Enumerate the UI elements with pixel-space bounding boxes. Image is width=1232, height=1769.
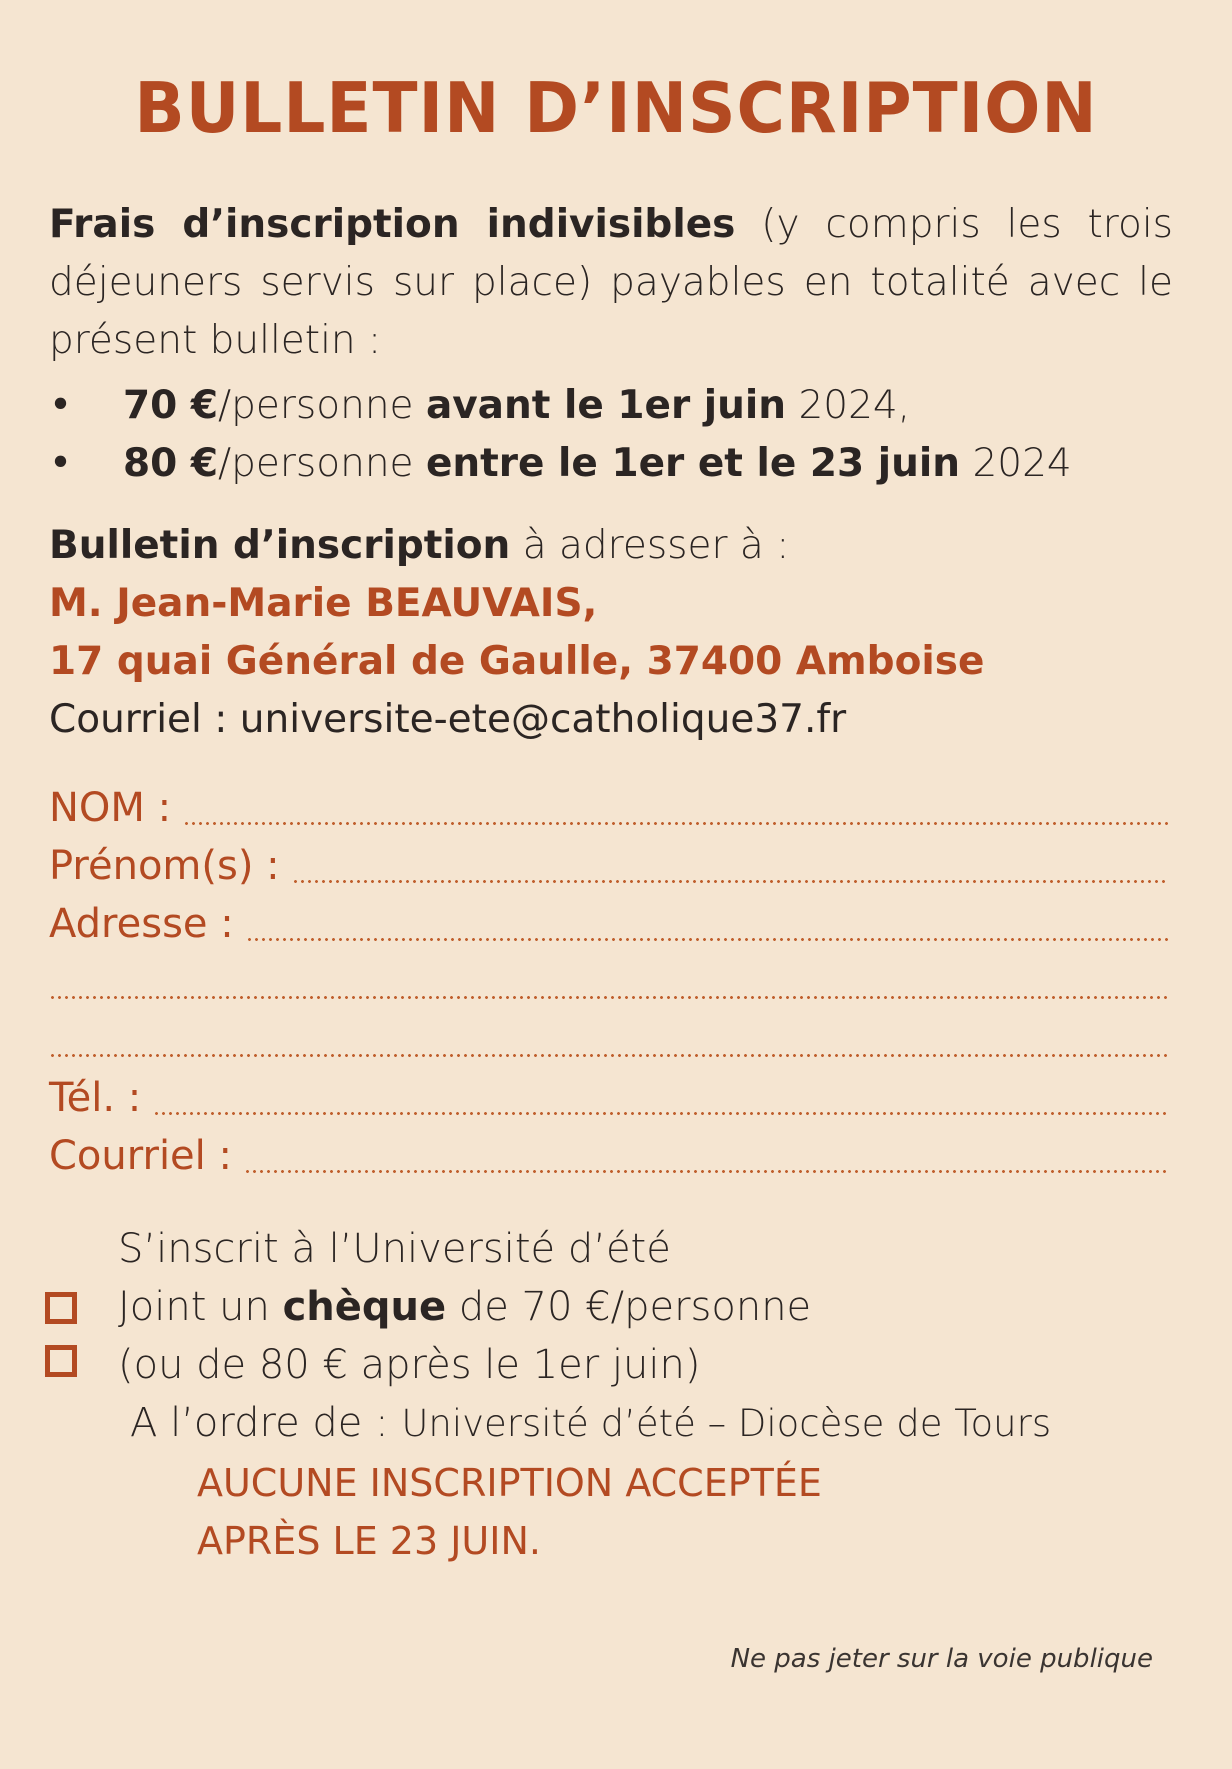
- field-adresse-dotted-line-2[interactable]: [49, 996, 1169, 999]
- price-item-late: [49, 435, 1072, 493]
- field-adresse-dotted-line-3[interactable]: [49, 1054, 1169, 1057]
- price-year: 2024: [960, 441, 1072, 486]
- option-cheque-text: [118, 1278, 811, 1336]
- option-cheque-bold: chèque: [282, 1284, 447, 1330]
- field-prenom-label: Prénom(s) :: [49, 843, 280, 889]
- price-item-early: [49, 377, 910, 435]
- field-adresse-line-3[interactable]: [49, 1011, 1169, 1069]
- price-year: 2024,: [786, 383, 911, 428]
- recipient-name: M. Jean-Marie BEAUVAIS,: [49, 581, 598, 626]
- address-intro: [49, 517, 789, 575]
- option-cheque-pre: Joint un: [118, 1284, 283, 1330]
- order-label: A l’ordre de :: [130, 1400, 402, 1446]
- field-courriel[interactable]: [49, 1127, 1169, 1185]
- field-adresse[interactable]: [49, 895, 1169, 953]
- warning-line-1: AUCUNE INSCRIPTION ACCEPTÉE: [197, 1461, 822, 1505]
- option-register-text: S’inscrit à l’Université d’été: [118, 1226, 671, 1272]
- checkbox-register[interactable]: [45, 1292, 77, 1324]
- field-tel-label: Tél. :: [49, 1075, 142, 1121]
- page-title: BULLETIN D’INSCRIPTION: [134, 68, 1098, 149]
- price-unit: /personne: [218, 383, 426, 428]
- order-value: Université d’été – Diocèse de Tours: [401, 1402, 1052, 1445]
- field-prenom-dotted-line[interactable]: [292, 880, 1169, 883]
- bullet: •: [49, 383, 73, 428]
- field-tel-dotted-line[interactable]: [153, 1112, 1169, 1115]
- address-intro-rest: à adresser à :: [510, 523, 790, 568]
- intro-paragraph: [49, 196, 1173, 370]
- intro-lead: Frais d’inscription indivisibles: [49, 202, 736, 247]
- intro-rest: (y compris les trois déjeuners servis sur place) payables en totalité avec le présent bulletin :: [49, 202, 1173, 363]
- price-condition: entre le 1er et le 23 juin: [425, 441, 961, 486]
- field-nom-dotted-line[interactable]: [183, 822, 1169, 825]
- footer-note: Ne pas jeter sur la voie publique: [730, 1644, 1153, 1674]
- field-courriel-dotted-line[interactable]: [244, 1170, 1169, 1173]
- option-cheque-post: de 70 €/personne: [446, 1284, 812, 1330]
- field-prenom[interactable]: [49, 837, 1169, 895]
- price-condition: avant le 1er juin: [425, 383, 787, 428]
- field-nom-label: NOM :: [49, 785, 172, 831]
- price-unit: /personne: [218, 441, 426, 486]
- price-amount: 80 €: [123, 441, 218, 486]
- field-adresse-label: Adresse :: [49, 901, 234, 947]
- field-adresse-dotted-line[interactable]: [246, 938, 1169, 941]
- address-intro-lead: Bulletin d’inscription: [49, 523, 511, 568]
- contact-email: Courriel : universite-ete@catholique37.fr: [49, 697, 847, 742]
- recipient-street: 17 quai Général de Gaulle, 37400 Amboise: [49, 639, 985, 684]
- field-tel[interactable]: [49, 1069, 1169, 1127]
- checkbox-cheque[interactable]: [45, 1345, 77, 1377]
- field-nom[interactable]: [49, 779, 1169, 837]
- bullet: •: [49, 441, 73, 486]
- field-courriel-label: Courriel :: [49, 1133, 232, 1179]
- warning-line-2: APRÈS LE 23 JUIN.: [197, 1519, 541, 1563]
- price-amount: 70 €: [123, 383, 218, 428]
- option-late-price-text: (ou de 80 € après le 1er juin): [118, 1342, 701, 1388]
- order-line: [130, 1394, 1051, 1453]
- field-adresse-line-2[interactable]: [49, 953, 1169, 1011]
